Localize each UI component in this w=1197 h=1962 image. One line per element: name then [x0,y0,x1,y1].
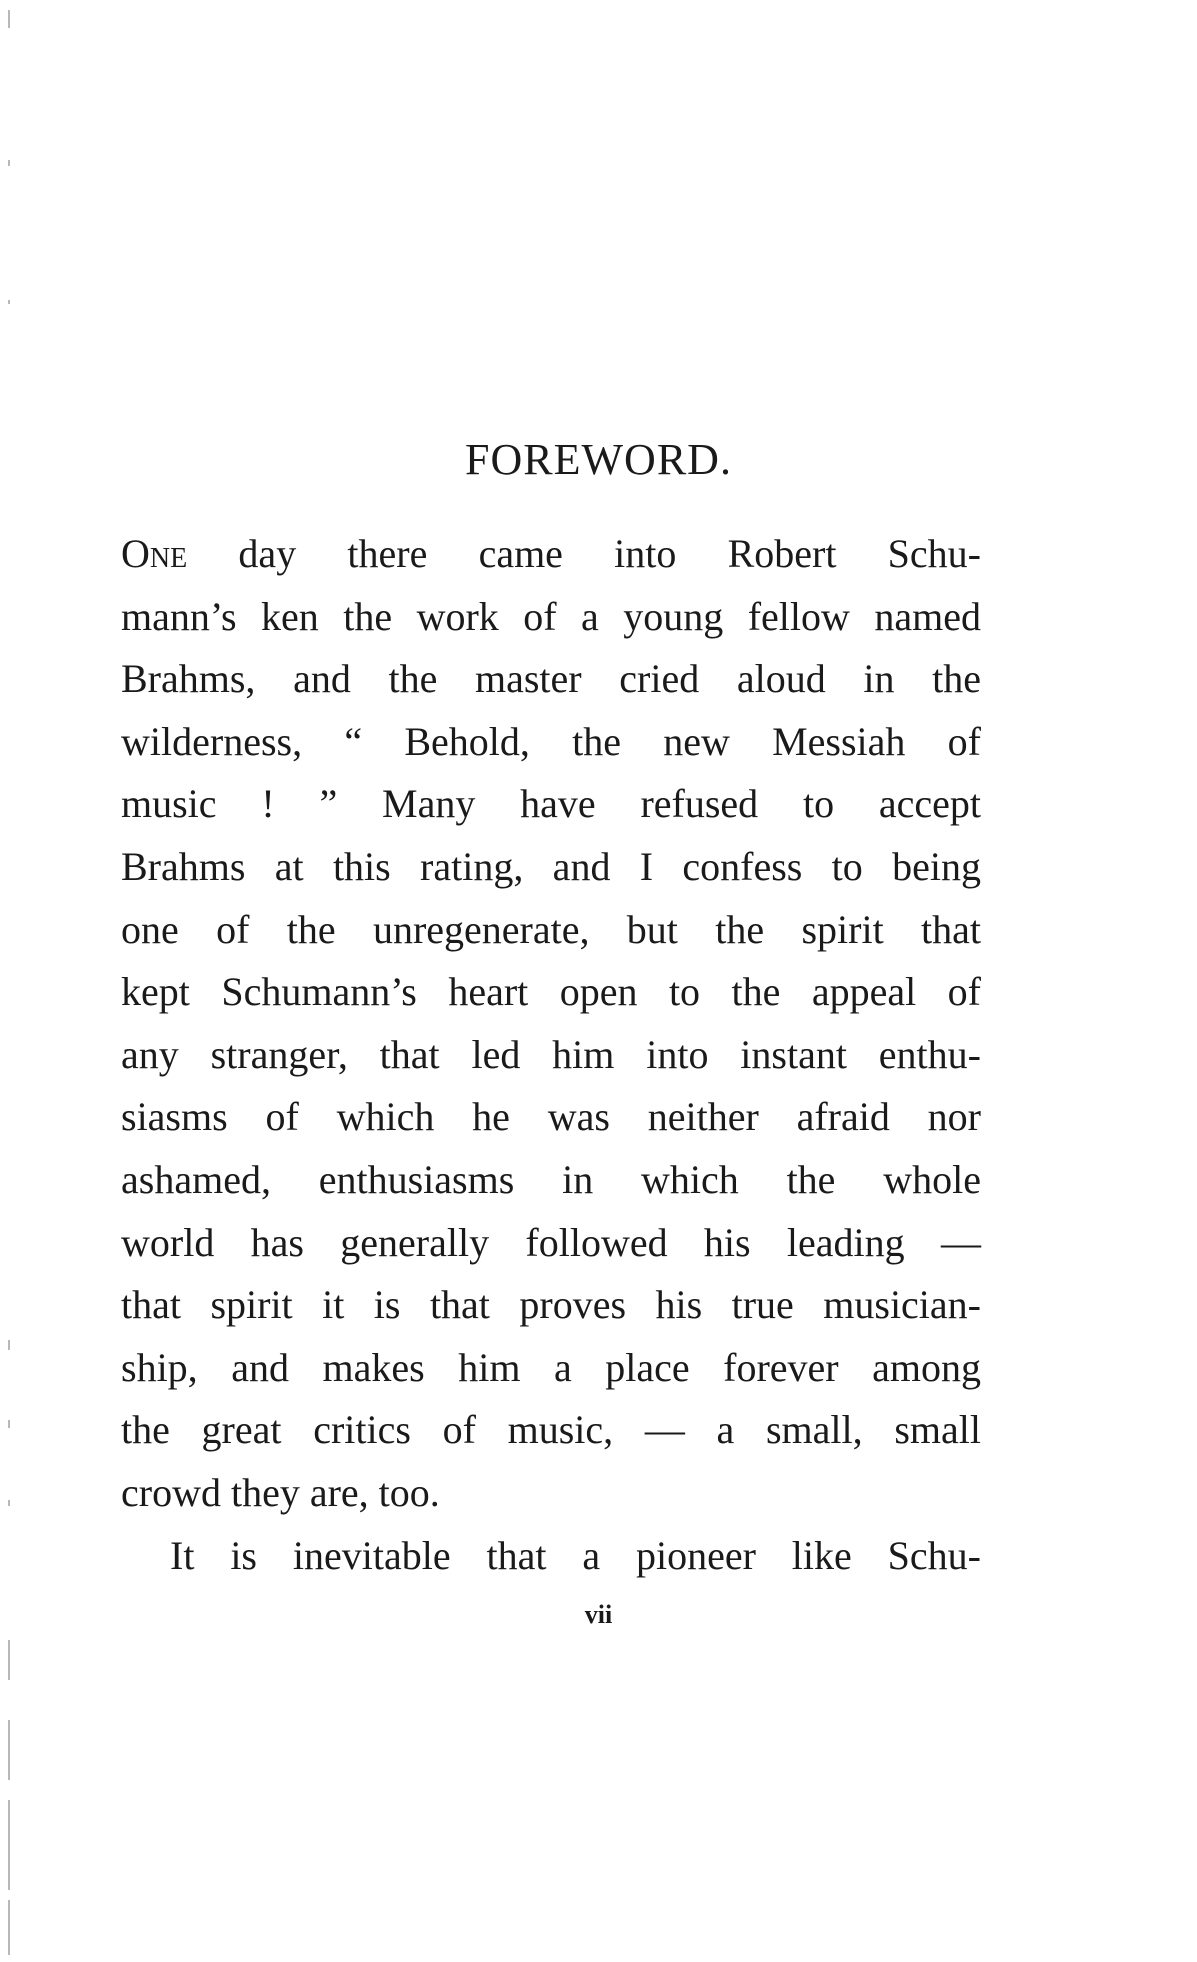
text-line: Brahms at this rating, and I confess to being [121,843,981,889]
text-line [121,523,981,586]
chapter-title: FOREWORD. [465,435,732,484]
text-line: wilderness, “ Behold, the new Messiah of [121,718,981,764]
text-line: that spirit it is that proves his true musician- [121,1282,981,1328]
text-line: the great critics of music, — a small, small [121,1407,981,1453]
scan-gutter-speckles [8,0,14,1962]
text-line: any stranger, that led him into instant enthu- [121,1031,981,1077]
text-line-rest: day there came into Robert Schu- [187,531,981,576]
lead-word: One [121,531,188,576]
text-line: ashamed, enthusiasms in which the whole [121,1156,981,1202]
text-line: kept Schumann’s heart open to the appeal of [121,969,981,1015]
body-text [121,523,981,1587]
text-line: siasms of which he was neither afraid nor [121,1094,981,1140]
text-line: ship, and makes him a place forever among [121,1344,981,1390]
text-line: crowd they are, too. [121,1469,440,1515]
text-line: one of the unregenerate, but the spirit that [121,906,981,952]
text-line: Brahms, and the master cried aloud in the [121,656,981,702]
text-line: mann’s ken the work of a young fellow named [121,593,981,639]
text-line: It is inevitable that a pioneer like Schu- [170,1532,981,1578]
text-line: music ! ” Many have refused to accept [121,781,981,827]
text-line: world has generally followed his leading — [121,1219,981,1265]
page-number: vii [584,1600,613,1629]
